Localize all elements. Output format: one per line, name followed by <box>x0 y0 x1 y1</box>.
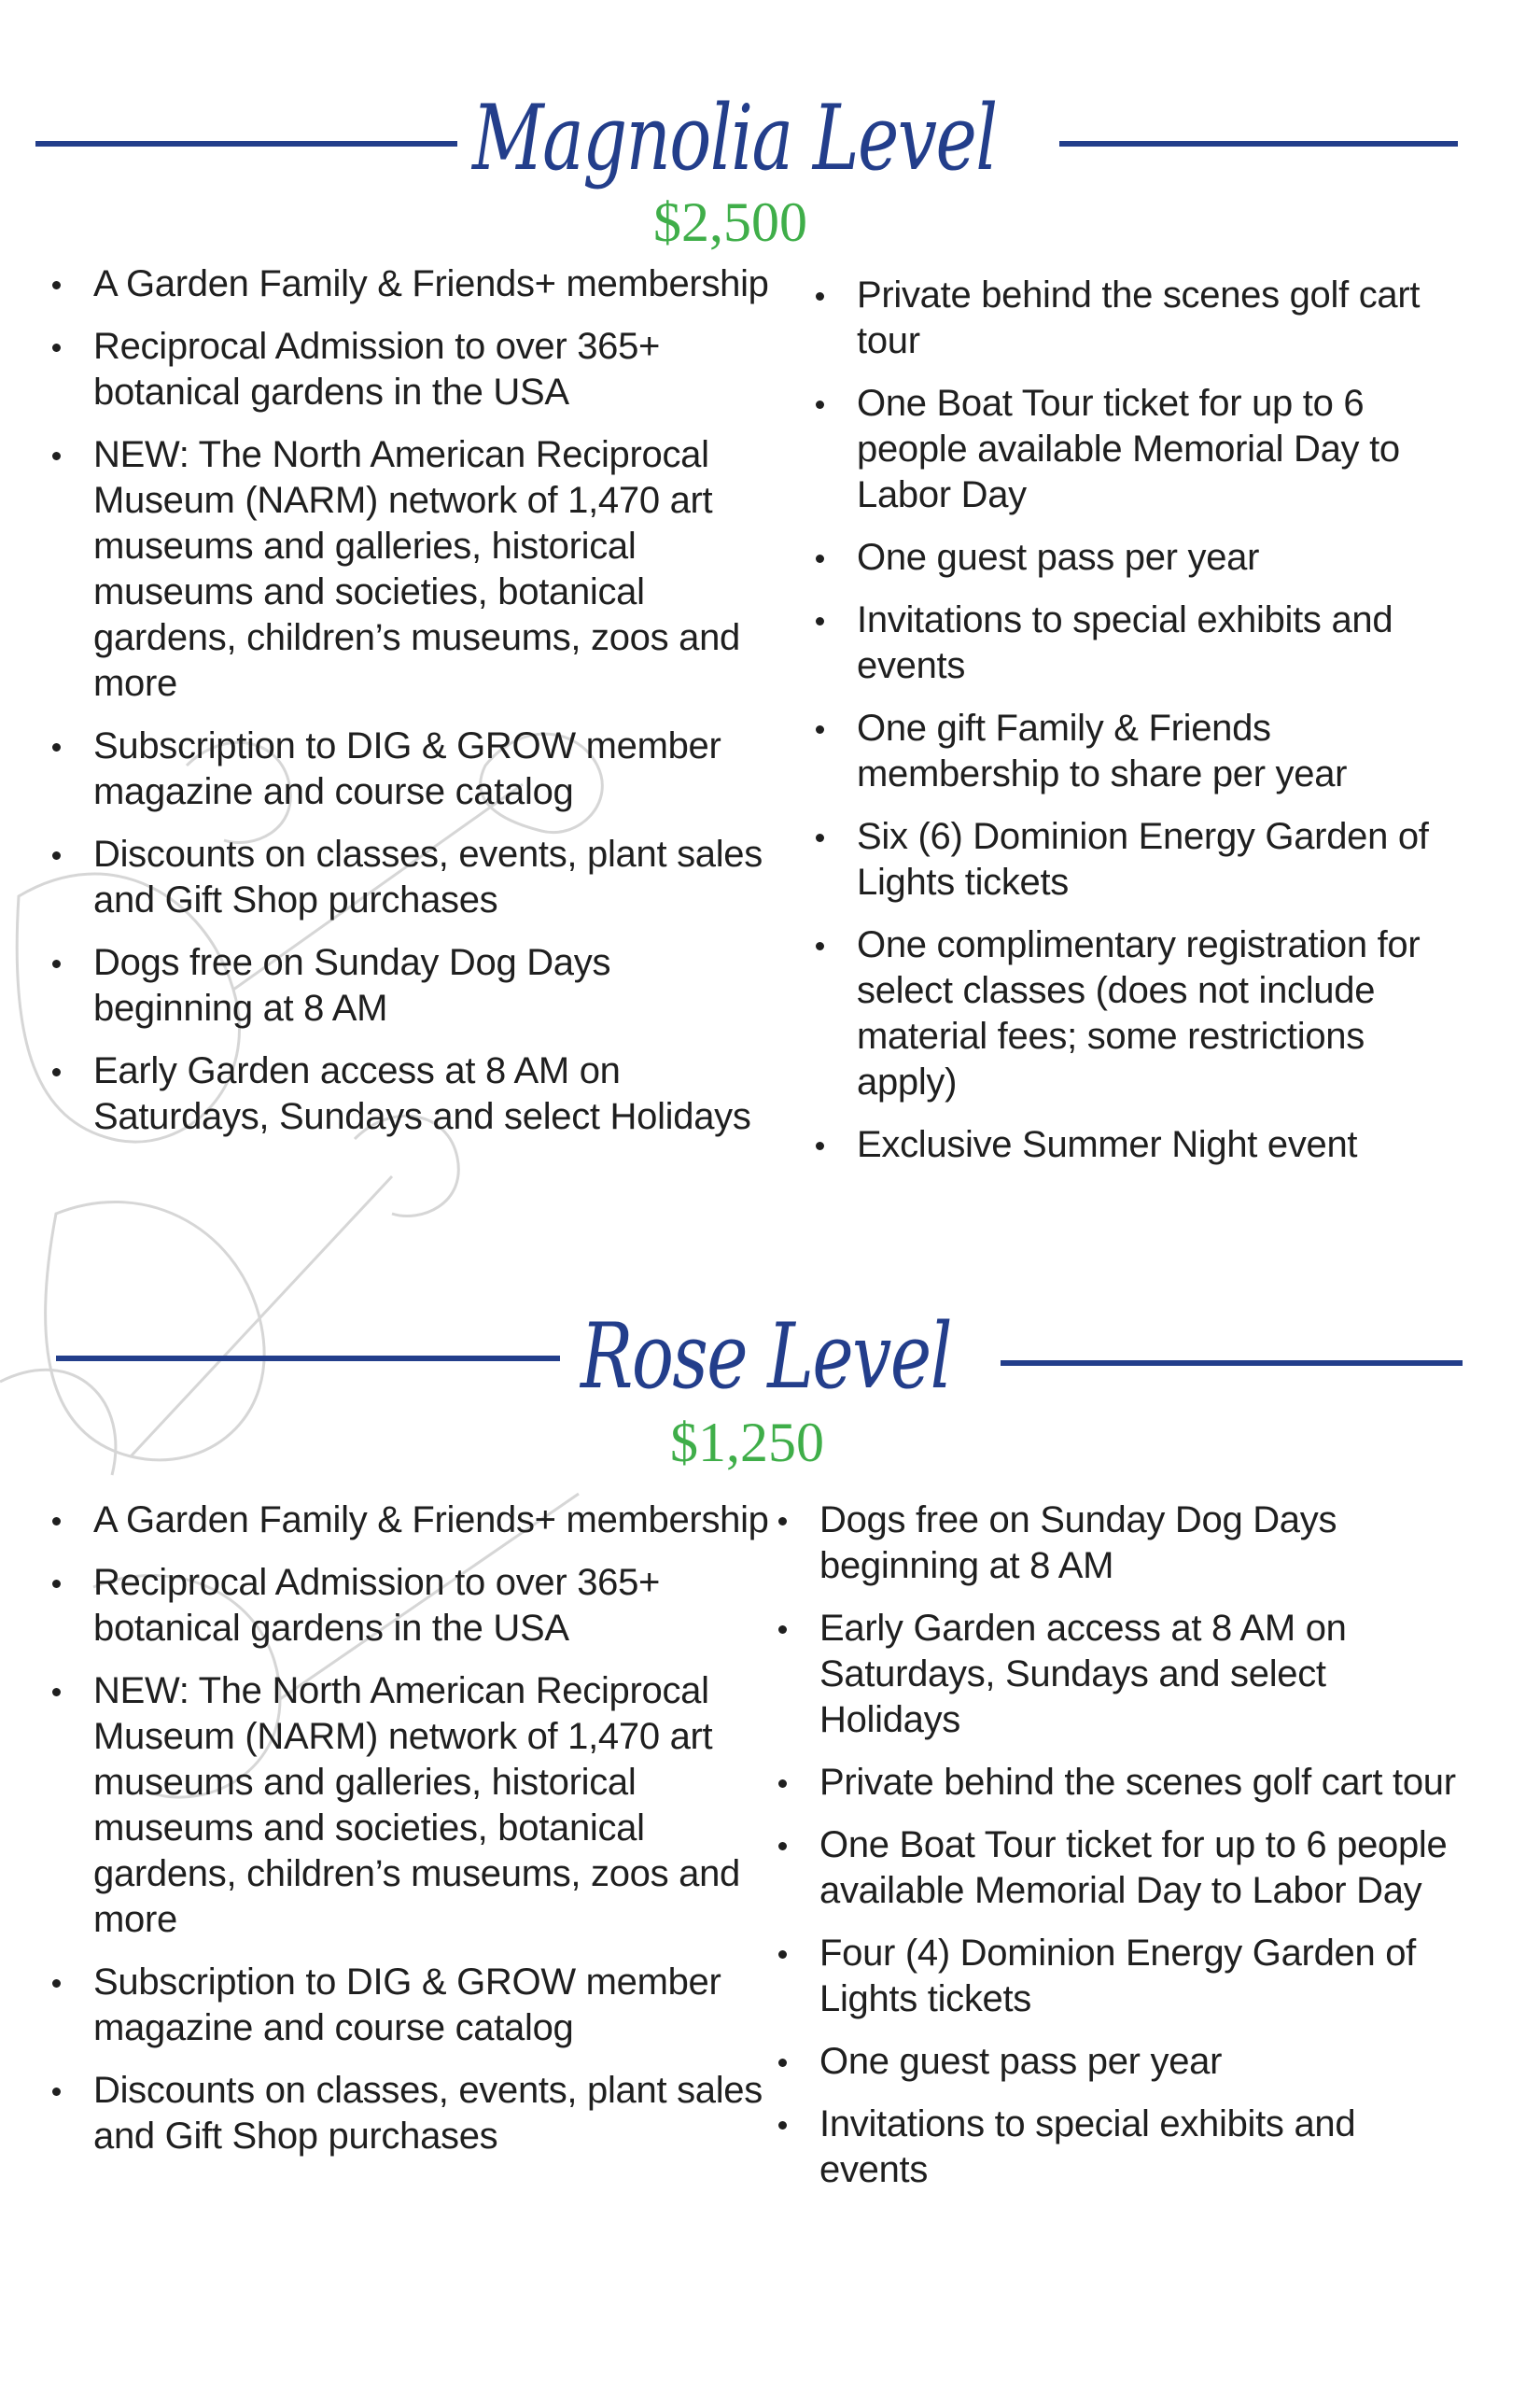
benefit-item: Invitations to special exhibits and events <box>775 2102 1465 2193</box>
benefits-list-right <box>812 273 1465 1185</box>
level-price: $1,250 <box>670 1412 824 1473</box>
benefit-item: Dogs free on Sunday Dog Days beginning at 8 AM <box>49 940 777 1032</box>
benefit-item: Private behind the scenes golf cart tour <box>775 1760 1465 1806</box>
benefit-item: Reciprocal Admission to over 365+ botanical gardens in the USA <box>49 324 777 415</box>
benefit-item: Discounts on classes, events, plant sales and Gift Shop purchases <box>49 2068 795 2159</box>
benefit-item: Private behind the scenes golf cart tour <box>812 273 1465 364</box>
benefits-list-left <box>49 1497 795 2176</box>
title-rule-left <box>35 141 457 147</box>
benefits-list-right <box>775 1497 1465 2210</box>
level-title: Magnolia Level <box>472 86 997 190</box>
benefit-item: A Garden Family & Friends+ membership <box>49 1497 795 1543</box>
benefit-item: Subscription to DIG & GROW member magazine and course catalog <box>49 724 777 815</box>
benefit-item: Discounts on classes, events, plant sales and Gift Shop purchases <box>49 832 777 923</box>
benefit-item: One Boat Tour ticket for up to 6 people available Memorial Day to Labor Day <box>812 381 1465 518</box>
benefit-item: Dogs free on Sunday Dog Days beginning at 8 AM <box>775 1497 1465 1589</box>
title-rule-right <box>1001 1360 1463 1366</box>
benefit-item: NEW: The North American Reciprocal Museum (NARM) network of 1,470 art museums and galleries, historical museums and societies, botanical gardens, children’s museums, zoos and more <box>49 432 777 707</box>
benefit-item: Four (4) Dominion Energy Garden of Lights tickets <box>775 1931 1465 2022</box>
benefit-item: Early Garden access at 8 AM on Saturdays, Sundays and select Holidays <box>775 1606 1465 1743</box>
benefits-list-left <box>49 261 777 1157</box>
benefit-item: Reciprocal Admission to over 365+ botanical gardens in the USA <box>49 1560 795 1652</box>
title-rule-right <box>1059 141 1458 147</box>
benefit-item: One guest pass per year <box>775 2039 1465 2085</box>
level-title: Rose Level <box>581 1304 952 1409</box>
benefit-item: One Boat Tour ticket for up to 6 people available Memorial Day to Labor Day <box>775 1822 1465 1914</box>
benefit-item: NEW: The North American Reciprocal Museum (NARM) network of 1,470 art museums and galleries, historical museums and societies, botanical gardens, children’s museums, zoos and more <box>49 1668 795 1943</box>
title-rule-left <box>56 1356 560 1361</box>
benefit-item: Subscription to DIG & GROW member magazine and course catalog <box>49 1960 795 2051</box>
benefit-item: One gift Family & Friends membership to share per year <box>812 706 1465 797</box>
benefit-item: Invitations to special exhibits and events <box>812 598 1465 689</box>
benefit-item: One complimentary registration for select classes (does not include material fees; some restrictions apply) <box>812 922 1465 1105</box>
benefit-item: Early Garden access at 8 AM on Saturdays, Sundays and select Holidays <box>49 1048 777 1140</box>
benefit-item: Exclusive Summer Night event <box>812 1122 1465 1168</box>
benefit-item: Six (6) Dominion Energy Garden of Lights tickets <box>812 814 1465 906</box>
level-price: $2,500 <box>653 191 807 253</box>
benefit-item: A Garden Family & Friends+ membership <box>49 261 777 307</box>
benefit-item: One guest pass per year <box>812 535 1465 581</box>
